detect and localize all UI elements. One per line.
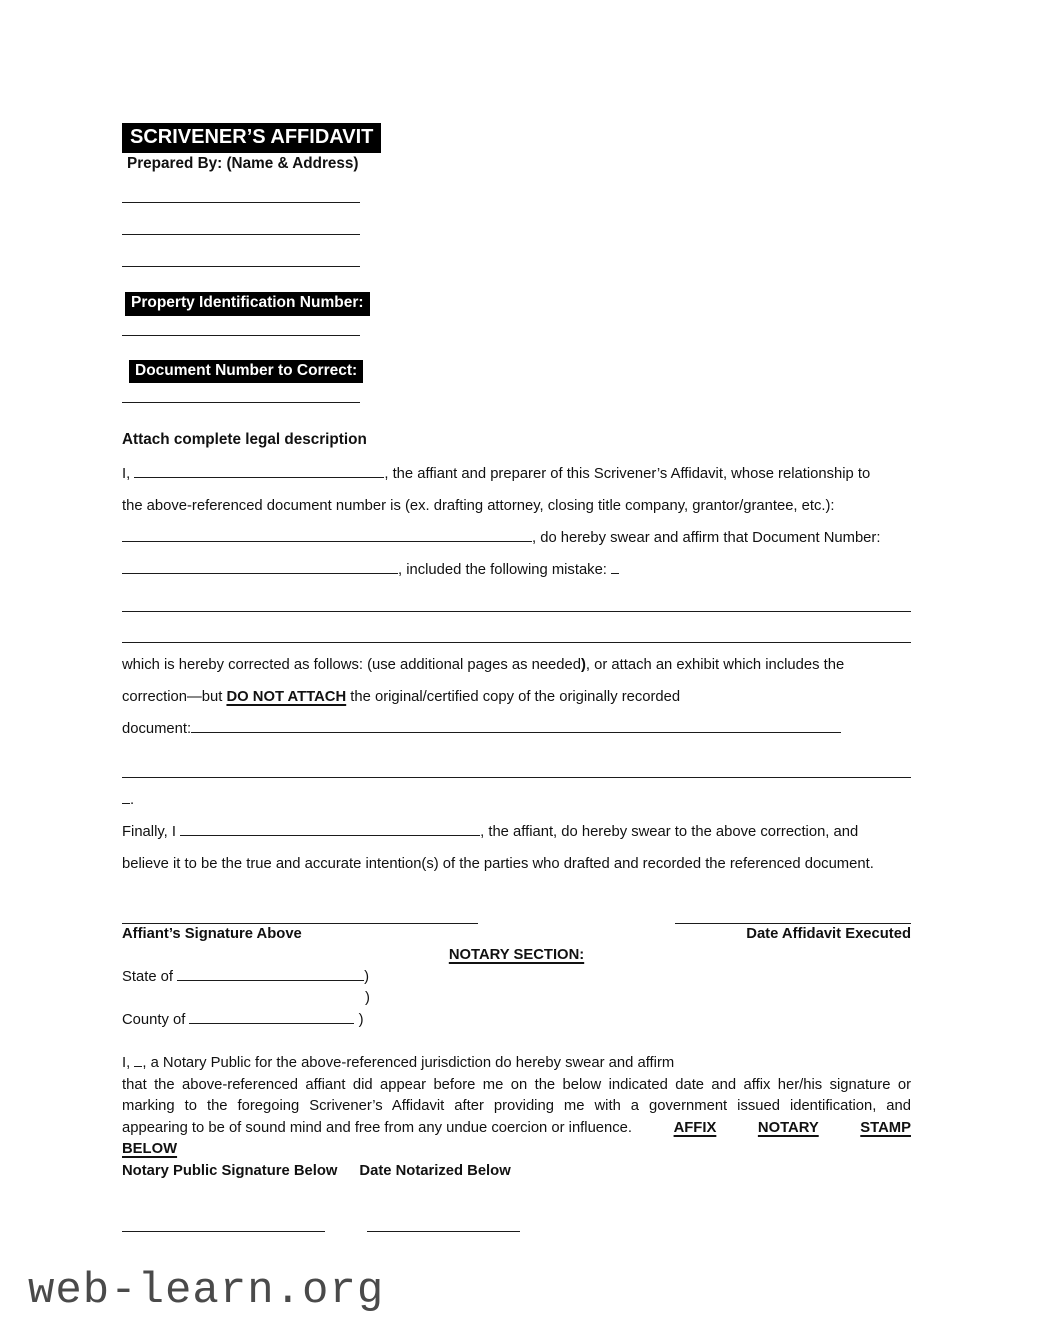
blank-line [122, 618, 911, 644]
fill-in-blank[interactable] [122, 573, 398, 574]
doc-title: SCRIVENER’S AFFIDAVIT [122, 123, 381, 153]
fill-in-blank[interactable] [122, 1231, 325, 1232]
text-run: , a Notary Public for the above-referenced jurisdiction do hereby swear and affirm [142, 1055, 675, 1072]
fill-in-blank[interactable] [122, 234, 360, 235]
text-line [122, 1139, 911, 1161]
text-line [122, 316, 911, 348]
text-line [122, 816, 911, 848]
finally-paragraph [122, 752, 911, 880]
signature-block [122, 898, 911, 1032]
text-run: that the above-referenced affiant did appear before me on the below indicated date and affix her/his signature or [122, 1076, 911, 1093]
blank-line [122, 586, 911, 612]
text-line [122, 848, 911, 880]
affiant-paragraph [122, 458, 911, 643]
text-line [122, 1096, 911, 1118]
affidavit-form [122, 123, 911, 1232]
text-run: , included the following mistake: [398, 562, 612, 579]
text-line [122, 247, 911, 279]
prepared-by-blanks [122, 183, 911, 279]
text-run: DO NOT ATTACH [226, 689, 347, 706]
text-run: ) [365, 990, 370, 1007]
text-run: appearing to be of sound mind and free from any undue coercion or influence. [122, 1119, 633, 1136]
text-run: NOTARY SECTION: [448, 947, 585, 964]
blank-line [122, 752, 911, 778]
text-run: Notary Public Signature Below [122, 1162, 338, 1179]
text-run: Date Affidavit Executed [746, 925, 911, 942]
fill-in-blank[interactable] [189, 1023, 354, 1024]
text-line [122, 183, 911, 215]
text-run: , or attach an exhibit which includes the [585, 657, 845, 674]
text-line [122, 649, 911, 681]
fill-in-blank[interactable] [134, 477, 384, 478]
fill-in-blank[interactable] [122, 266, 360, 267]
fill-in-blank[interactable] [180, 835, 480, 836]
text-run: ) [364, 968, 370, 985]
text-line [122, 924, 911, 946]
text-run: the original/certified copy of the originally recorded [346, 689, 681, 706]
text-run: BELOW [122, 1141, 178, 1158]
text-line [122, 458, 911, 490]
text-line [122, 522, 911, 554]
text-run: ) [354, 1011, 364, 1028]
text-line [122, 1118, 911, 1140]
text-line [122, 1053, 911, 1075]
doc-number-row [129, 360, 911, 384]
text-line [122, 945, 911, 967]
fill-in-blank[interactable] [122, 402, 360, 403]
text-run: which is hereby corrected as follows: (use additional pages as needed [122, 657, 581, 674]
text-run: . [130, 791, 135, 808]
text-line [122, 713, 911, 745]
text-run: County of [122, 1011, 190, 1028]
text-line [122, 1075, 911, 1097]
text-run: , do hereby swear and affirm that Document Number: [532, 530, 881, 547]
text-run: marking to the foregoing Scrivener’s Affidavit after providing me with a government issued identification, and [122, 1098, 911, 1115]
text-line [122, 215, 911, 247]
text-run: I, [122, 466, 135, 483]
text-run: STAMP [860, 1119, 911, 1136]
doc-number-blank [122, 383, 911, 415]
text-run: , the affiant, do hereby swear to the above correction, and [480, 823, 859, 840]
text-line [122, 1010, 911, 1032]
fill-in-blank[interactable] [122, 335, 360, 336]
text-run: State of [122, 968, 178, 985]
text-line [122, 1206, 911, 1232]
property-id-blank [122, 316, 911, 348]
attach-instruction: Attach complete legal description [122, 431, 367, 449]
text-run: NOTARY [757, 1119, 819, 1136]
text-line [122, 383, 911, 415]
title-row [122, 123, 911, 153]
text-run: , the affiant and preparer of this Scrivener’s Affidavit, whose relationship to [384, 466, 871, 483]
text-line [122, 1161, 911, 1183]
doc-number-label: Document Number to Correct: [129, 360, 363, 384]
correction-paragraph [122, 649, 911, 745]
text-line [122, 784, 911, 816]
property-id-label: Property Identification Number: [125, 292, 370, 316]
text-run: Date Notarized Below [359, 1162, 511, 1179]
fill-in-blank[interactable] [134, 1066, 142, 1067]
text-run: document: [122, 721, 192, 738]
text-run: I, [122, 1055, 135, 1072]
fill-in-blank[interactable] [122, 803, 130, 804]
fill-in-blank[interactable] [611, 573, 619, 574]
text-run: correction—but [122, 689, 227, 706]
text-line [122, 988, 911, 1010]
notary-block [122, 1053, 911, 1182]
fill-in-blank[interactable] [122, 202, 360, 203]
watermark: web-learn.org [28, 1266, 385, 1316]
fill-in-blank[interactable] [122, 541, 532, 542]
fill-in-blank[interactable] [191, 732, 841, 733]
text-line [122, 554, 911, 586]
text-line [122, 681, 911, 713]
text-line [122, 967, 911, 989]
prepared-by-label: Prepared By: (Name & Address) [127, 155, 359, 172]
text-run: Affiant’s Signature Above [122, 925, 302, 942]
text-run: Finally, I [122, 823, 181, 840]
property-id-row [125, 292, 911, 316]
fill-in-blank[interactable] [367, 1231, 520, 1232]
text-run: the above-referenced document number is (ex. drafting attorney, closing title company, grantor/grantee, etc.): [122, 498, 835, 515]
text-line [122, 490, 911, 522]
text-run: ) [580, 657, 586, 674]
bottom-signature-lines [122, 1206, 911, 1232]
text-line [122, 898, 911, 924]
text-run: believe it to be the true and accurate intention(s) of the parties who drafted and recorded the referenced document. [122, 855, 874, 872]
fill-in-blank[interactable] [177, 980, 364, 981]
text-run: AFFIX [673, 1119, 717, 1136]
